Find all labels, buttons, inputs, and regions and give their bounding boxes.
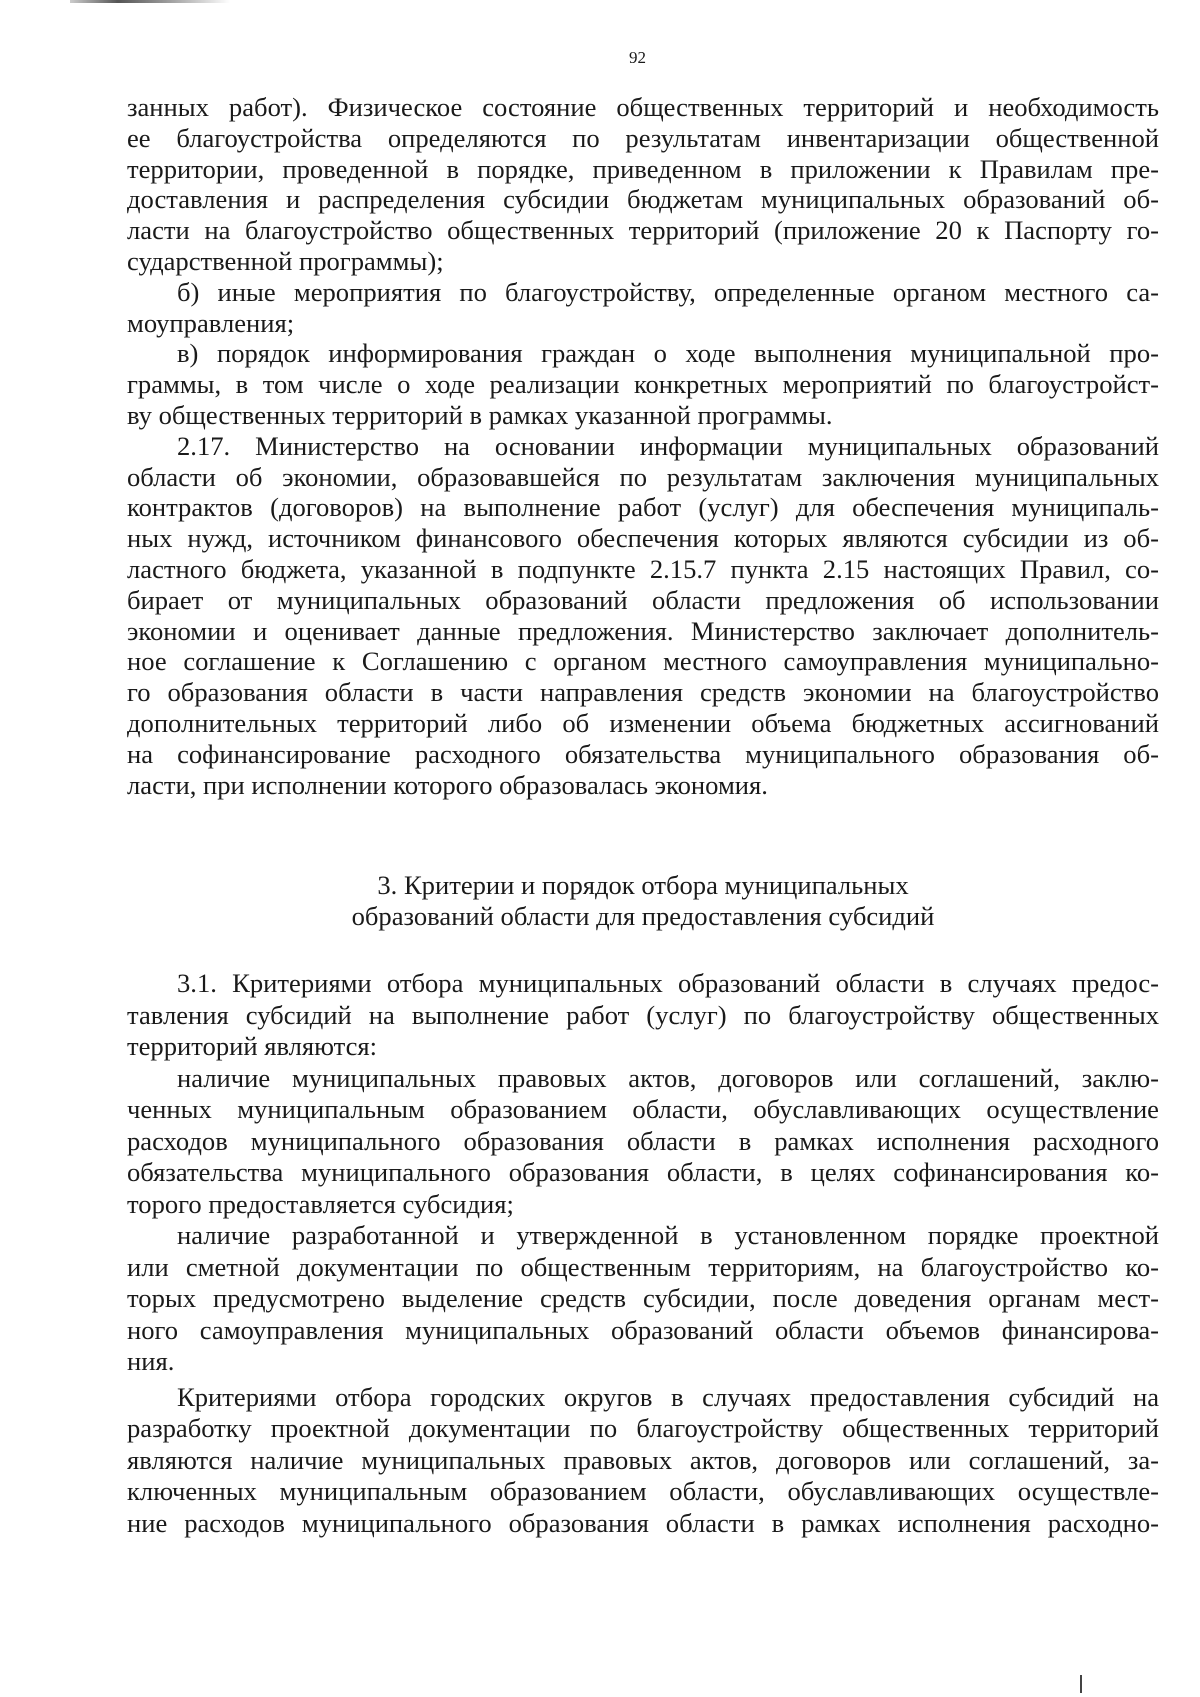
text-line: ния. <box>127 1346 175 1376</box>
text-line: сударственной программы); <box>127 245 444 276</box>
text-line: являются наличие муниципальных правовых актов, договоров или соглашений, за- <box>127 1444 1159 1475</box>
text-line: разработку проектной документации по благоустройству общественных территорий <box>127 1413 1159 1443</box>
scan-artifact-top <box>70 0 230 3</box>
text-line: занных работ). Физическое состояние общественных территорий и необходимость <box>127 92 1159 122</box>
text-line: бирает от муниципальных образований области предложения об использовании <box>127 584 1159 615</box>
text-line: наличие муниципальных правовых актов, договоров или соглашений, заклю- <box>177 1062 1159 1093</box>
text-line: расходов муниципального образования области в рамках исполнения расходного <box>127 1125 1159 1156</box>
text-line: или сметной документации по общественным территориям, на благоустройство ко- <box>127 1251 1159 1282</box>
text-line: территории, проведенной в порядке, приведенном в приложении к Правилам пре- <box>127 153 1159 184</box>
text-line: в) порядок информирования граждан о ходе выполнения муниципальной про- <box>177 338 1159 369</box>
text-line: ву общественных территорий в рамках указанной программы. <box>127 399 833 430</box>
text-line: ных нужд, источником финансового обеспечения которых являются субсидии из об- <box>127 523 1159 554</box>
text-line: граммы, в том числе о ходе реализации конкретных мероприятий по благоустройст- <box>127 369 1159 400</box>
body-text-upper <box>127 92 1159 800</box>
text-line: ние расходов муниципального образования области в рамках исполнения расходно- <box>127 1507 1159 1538</box>
text-line: Критериями отбора городских округов в случаях предоставления субсидий на <box>177 1381 1159 1412</box>
page-number: 92 <box>629 48 646 67</box>
text-line: ласти, при исполнении которого образовалась экономия. <box>127 769 768 800</box>
text-line: 2.17. Министерство на основании информации муниципальных образований <box>177 430 1159 461</box>
text-line: области об экономии, образовавшейся по результатам заключения муниципальных <box>127 461 1159 492</box>
text-line: ключенных муниципальным образованием области, обуславливающих осуществле- <box>127 1476 1159 1506</box>
section-heading-line: 3. Критерии и порядок отбора муниципальных <box>377 870 909 900</box>
text-line: ного самоуправления муниципальных образований области объемов финансирова- <box>127 1314 1159 1345</box>
text-line: 3.1. Критериями отбора муниципальных образований области в случаях предос- <box>177 968 1159 998</box>
text-line: экономии и оценивает данные предложения. Министерство заключает дополнитель- <box>127 615 1159 646</box>
text-line: наличие разработанной и утвержденной в установленном порядке проектной <box>177 1220 1159 1250</box>
text-line: обязательства муниципального образования области, в целях софинансирования ко- <box>127 1157 1159 1187</box>
text-line: ченных муниципальным образованием области, обуславливающих осуществление <box>127 1094 1159 1124</box>
body-text-lower <box>127 968 1159 1539</box>
text-line: го образования области в части направления средств экономии на благоустройство <box>127 677 1159 708</box>
section-heading <box>127 870 1159 932</box>
text-line: торого предоставляется субсидия; <box>127 1188 514 1219</box>
text-line: тавления субсидий на выполнение работ (услуг) по благоустройству общественных <box>127 999 1159 1030</box>
text-line: территорий являются: <box>127 1031 378 1061</box>
text-line: ее благоустройства определяются по результатам инвентаризации общественной <box>127 122 1159 153</box>
text-line: моуправления; <box>127 307 295 338</box>
text-line: дополнительных территорий либо об изменении объема бюджетных ассигнований <box>127 707 1159 738</box>
text-line: б) иные мероприятия по благоустройству, определенные органом местного са- <box>177 276 1159 307</box>
text-line: ласти на благоустройство общественных территорий (приложение 20 к Паспорту го- <box>127 215 1159 246</box>
text-line: торых предусмотрено выделение средств субсидии, после доведения органам мест- <box>127 1283 1159 1313</box>
text-line: доставления и распределения субсидии бюджетам муниципальных образований об- <box>127 184 1159 215</box>
scan-artifact-bottom <box>1080 1675 1082 1693</box>
section-heading-line: образований области для предоставления субсидий <box>351 900 935 931</box>
text-line: на софинансирование расходного обязательства муниципального образования об- <box>127 738 1159 769</box>
text-line: ластного бюджета, указанной в подпункте 2.15.7 пункта 2.15 настоящих Правил, со- <box>127 553 1159 584</box>
text-line: ное соглашение к Соглашению с органом местного самоуправления муниципально- <box>127 646 1159 677</box>
text-line: контрактов (договоров) на выполнение работ (услуг) для обеспечения муниципаль- <box>127 492 1159 523</box>
